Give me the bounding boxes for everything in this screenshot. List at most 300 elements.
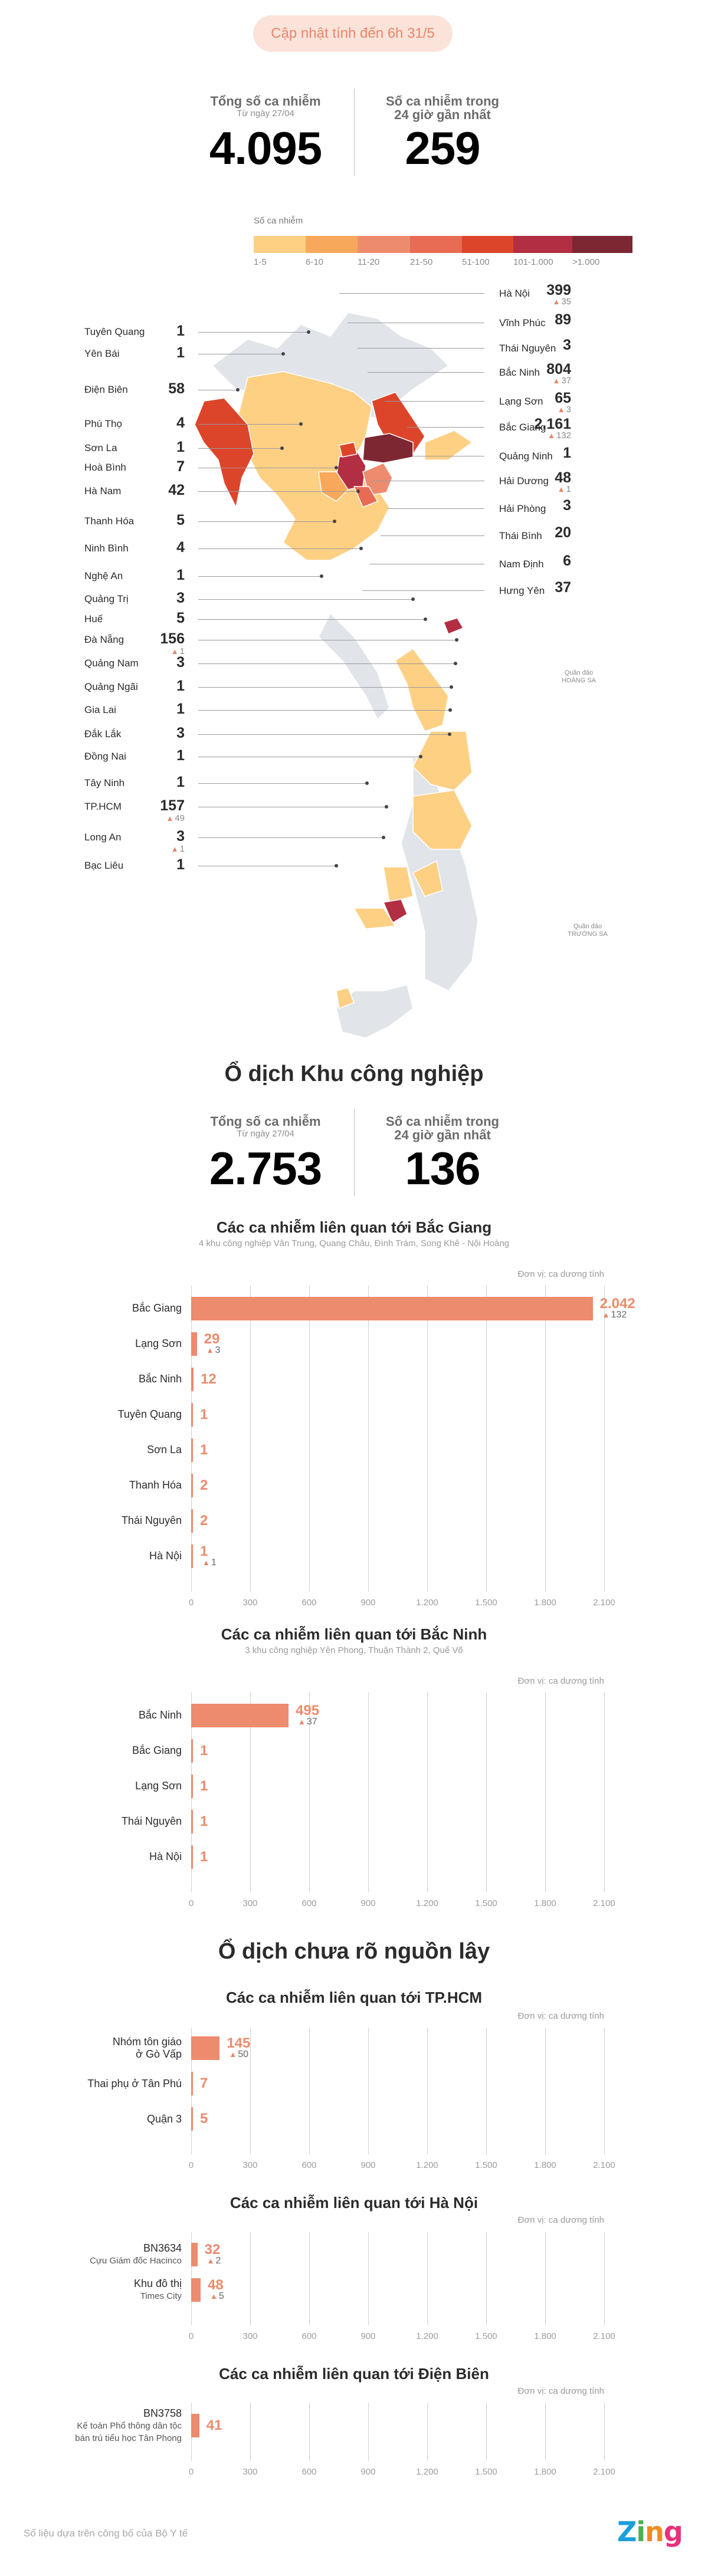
legend-swatch	[254, 236, 306, 253]
map-province-label: Hưng Yên	[499, 585, 545, 596]
map-province-cases: 37	[555, 579, 571, 596]
map-province-cases: 3	[563, 497, 571, 514]
chart-tick-label: 300	[242, 1598, 258, 1608]
ind-last24-value: 136	[405, 1142, 480, 1194]
map-leader-line	[362, 590, 484, 591]
chart-gridline	[486, 2028, 487, 2154]
chart-bar[interactable]	[191, 2107, 193, 2131]
chart-tick-label: 1.800	[534, 2160, 556, 2170]
chart-gridline	[604, 2232, 605, 2325]
chart-gridline	[309, 1286, 310, 1592]
chart-value-label: 2	[200, 1477, 208, 1493]
chart-delta-label: ▲ 2	[206, 2256, 221, 2266]
legend-title: Số ca nhiễm	[254, 216, 303, 226]
map-province-cases: 5	[176, 512, 185, 528]
up-arrow-icon: ▲	[548, 431, 555, 440]
total-cases-value: 4.095	[209, 122, 322, 174]
chart-tick-label: 600	[301, 2331, 317, 2341]
chart-category-label: Hà Nội	[149, 1851, 182, 1862]
chart-delta-label: ▲ 5	[210, 2291, 224, 2301]
map-leader-line	[198, 491, 358, 492]
map-province-cases: 1	[563, 445, 571, 461]
map-province-cases: 42	[168, 482, 185, 498]
chart-bar[interactable]	[191, 1368, 194, 1391]
chart-bar[interactable]	[191, 1297, 593, 1320]
map-leader-line	[198, 619, 425, 620]
chart-category-label: Sơn La	[147, 1444, 182, 1455]
chart-tick-label: 1.200	[416, 2467, 438, 2477]
chart-gridline	[486, 2232, 487, 2325]
svg-text:Quần đảo: Quần đảo	[573, 923, 602, 930]
chart-bar[interactable]	[191, 1509, 193, 1533]
chart-category-label: Bắc Giang	[132, 1744, 182, 1756]
map-leader-line	[368, 372, 484, 373]
map-leader-line	[198, 663, 455, 664]
map-province-delta: ▲ 132	[548, 431, 571, 441]
chart-title: Các ca nhiễm liên quan tới Bắc Ninh	[221, 1625, 487, 1643]
map-province-label: Quảng Nam	[84, 658, 139, 669]
map-leader-line	[339, 293, 484, 294]
map-province-label: Yên Bái	[84, 348, 120, 359]
chart-gridline	[486, 1286, 487, 1592]
map-location-dot	[280, 446, 284, 450]
legend-label: 11-20	[358, 257, 380, 267]
chart-gridline	[250, 2403, 251, 2461]
chart-bar[interactable]	[191, 2243, 198, 2266]
chart-tick-label: 0	[188, 2160, 194, 2170]
legend-swatch	[513, 236, 572, 253]
map-location-dot	[365, 781, 369, 785]
last24-label: Số ca nhiễm trong 24 giờ gần nhất	[386, 94, 499, 122]
map-province-cases: 804	[546, 361, 571, 377]
chart-category-label: Lạng Sơn	[135, 1780, 182, 1792]
map-province-label: Thái Bình	[499, 530, 542, 541]
chart-delta-label: ▲ 37	[298, 1717, 317, 1727]
zing-logo[interactable]: Zing	[617, 2516, 683, 2548]
chart-category-label: Hà Nội	[149, 1550, 182, 1562]
map-province-cases: 1	[176, 678, 185, 694]
up-arrow-icon: ▲	[206, 2256, 215, 2265]
map-leader-line	[198, 548, 361, 549]
up-arrow-icon: ▲	[602, 1310, 610, 1319]
map-province-label: Tuyên Quang	[84, 326, 145, 337]
map-province-cases: 157	[160, 797, 185, 814]
chart-tick-label: 900	[360, 2160, 376, 2170]
chart-value-label: 1	[200, 1778, 208, 1794]
chart-subtitle: 4 khu công nghiệp Vân Trung, Quang Châu, Đình Trám, Song Khê - Nội Hoàng	[198, 1238, 510, 1248]
map-location-dot	[382, 836, 385, 839]
up-arrow-icon: ▲	[210, 2292, 218, 2301]
chart-gridline	[427, 1693, 428, 1892]
map-leader-line	[198, 424, 301, 425]
legend-label: 6-10	[306, 257, 324, 267]
map-location-dot	[419, 755, 422, 758]
map-province-delta: ▲ 37	[552, 376, 571, 386]
chart-gridline	[368, 1693, 369, 1892]
legend-label: 21-50	[410, 257, 433, 267]
chart-tick-label: 300	[242, 2331, 258, 2341]
chart-value-label: 1	[200, 1442, 208, 1458]
map-province-cases: 3	[563, 337, 571, 353]
map-province-label: Gia Lai	[84, 704, 116, 715]
up-arrow-icon: ▲	[557, 405, 565, 414]
chart-gridline	[368, 2403, 369, 2461]
chart-tick-label: 1.200	[416, 1598, 438, 1608]
map-province-label: Hải Phòng	[499, 503, 546, 514]
chart-tick-label: 1.500	[475, 1898, 497, 1908]
map-province-label: Điện Biên	[84, 384, 128, 395]
map-location-dot	[320, 574, 323, 578]
chart-gridline	[427, 1286, 428, 1592]
chart-gridline	[604, 2028, 605, 2154]
up-arrow-icon: ▲	[229, 2050, 237, 2059]
chart-bar[interactable]	[191, 1438, 193, 1462]
map-location-dot	[411, 597, 415, 601]
chart-tick-label: 0	[188, 1898, 194, 1908]
map-province-label: TP.HCM	[84, 801, 122, 812]
chart-gridline	[545, 1693, 546, 1892]
map-location-dot	[356, 489, 360, 493]
map-province-cases: 65	[555, 390, 571, 406]
chart-bar[interactable]	[191, 2036, 219, 2060]
map-province-cases: 6	[563, 553, 571, 569]
chart-category-label: Thanh Hóa	[129, 1479, 182, 1491]
map-province-label: Nam Định	[499, 558, 544, 570]
map-province-cases: 2.161	[534, 416, 571, 432]
total-cases-since: Từ ngày 27/04	[237, 109, 294, 119]
chart-gridline	[368, 1286, 369, 1592]
chart-bar[interactable]	[191, 1403, 193, 1427]
chart-unit-label: Đơn vị: ca dương tính	[517, 2215, 604, 2225]
map-province-cases: 7	[176, 458, 185, 475]
chart-tick-label: 0	[188, 2467, 194, 2477]
chart-tick-label: 600	[301, 1598, 317, 1608]
chart-title: Các ca nhiễm liên quan tới Hà Nội	[230, 2194, 478, 2212]
map-province-label: Thái Nguyên	[499, 343, 556, 354]
chart-gridline	[604, 1286, 605, 1592]
chart-delta-label: ▲ 132	[602, 1310, 627, 1320]
map-province-label: Đà Nẵng	[84, 634, 124, 645]
chart-category-label: Thái Nguyên	[121, 1514, 182, 1526]
chart-delta-label: ▲ 1	[202, 1558, 217, 1568]
map-province-label: Hoà Bình	[84, 462, 126, 473]
map-province-cases: 89	[555, 311, 571, 328]
map-leader-line	[198, 783, 367, 784]
chart-gridline	[545, 2232, 546, 2325]
chart-gridline	[545, 2028, 546, 2154]
map-location-dot	[450, 685, 453, 689]
chart-category-label: Khu đô thị Times City	[133, 2278, 182, 2301]
chart-gridline	[309, 2232, 310, 2325]
chart-category-label: Tuyên Quang	[117, 1408, 182, 1420]
map-province-label: Bắc Ninh	[499, 367, 540, 378]
chart-category-label: BN3758 Kế toán Phổ thông dân tộc bán trú tiểu học Tân Phong	[75, 2407, 182, 2443]
chart-value-label: 32	[204, 2242, 221, 2258]
chart-tick-label: 1.200	[416, 1898, 438, 1908]
unclear-section-title: Ổ dịch chưa rõ nguồn lây	[218, 1939, 490, 1964]
map-province-cases: 5	[176, 610, 185, 626]
chart-bar[interactable]	[191, 1810, 193, 1834]
chart-tick-label: 2.100	[593, 2160, 615, 2170]
chart-tick-label: 600	[301, 1898, 317, 1908]
svg-text:HOÀNG SA: HOÀNG SA	[561, 677, 596, 684]
chart-value-label: 1	[200, 1543, 208, 1559]
map-location-dot	[359, 547, 363, 550]
chart-category-label: Nhóm tôn giáo ở Gò Vấp	[112, 2036, 182, 2060]
chart-tick-label: 900	[360, 2467, 376, 2477]
chart-tick-label: 2.100	[593, 1598, 615, 1608]
chart-bar[interactable]	[191, 2072, 193, 2095]
map-leader-line	[198, 710, 450, 711]
chart-gridline	[604, 1693, 605, 1892]
legend-swatch	[358, 236, 410, 253]
map-province-label: Đắk Lắk	[84, 728, 122, 740]
map-leader-line	[198, 734, 450, 735]
map-province-cases: 1	[176, 439, 185, 455]
chart-gridline	[427, 2403, 428, 2461]
chart-unit-label: Đơn vị: ca dương tính	[517, 2011, 604, 2021]
map-province-label: Huế	[84, 613, 103, 625]
chart-title: Các ca nhiễm liên quan tới Điện Biên	[219, 2365, 489, 2383]
map-leader-line	[198, 332, 309, 333]
map-province-label: Nghệ An	[84, 570, 123, 581]
map-province-cases: 4	[176, 415, 185, 431]
map-province-label: Hải Dương	[499, 475, 549, 487]
chart-gridline	[368, 2028, 369, 2154]
chart-value-label: 1	[200, 1407, 208, 1422]
chart-tick-label: 2.100	[593, 2467, 615, 2477]
industrial-section-title: Ổ dịch Khu công nghiệp	[224, 1062, 484, 1086]
map-leader-line	[198, 576, 322, 577]
chart-title: Các ca nhiễm liên quan tới Bắc Giang	[216, 1218, 492, 1236]
chart-tick-label: 1.200	[416, 2160, 438, 2170]
chart-bar[interactable]	[191, 1845, 193, 1869]
up-arrow-icon: ▲	[166, 814, 174, 823]
up-arrow-icon: ▲	[202, 1558, 210, 1567]
chart-value-label: 7	[200, 2075, 208, 2091]
map-province-label: Quảng Trị	[84, 593, 129, 604]
map-location-dot	[454, 662, 457, 665]
map-location-dot	[335, 466, 338, 469]
update-time-pill	[253, 15, 453, 52]
chart-bar[interactable]	[191, 1474, 193, 1497]
chart-unit-label: Đơn vị: ca dương tính	[517, 1676, 604, 1686]
chart-value-label: 2	[200, 1513, 208, 1529]
chart-tick-label: 1.800	[534, 2467, 556, 2477]
total-cases-label: Tổng số ca nhiễm	[210, 94, 321, 109]
chart-category-label: Bắc Giang	[132, 1302, 182, 1314]
legend-swatch	[572, 236, 632, 253]
map-leader-line	[198, 521, 335, 522]
map-province-label: Hà Nội	[499, 288, 530, 299]
map-province-cases: 20	[555, 524, 571, 541]
map-province-label: Phú Thọ	[84, 418, 122, 429]
chart-gridline	[368, 2232, 369, 2325]
chart-value-label: 12	[201, 1371, 217, 1387]
map-province-label: Sơn La	[84, 442, 117, 454]
up-arrow-icon: ▲	[171, 647, 179, 656]
map-province-cases: 3	[176, 828, 185, 845]
map-location-dot	[385, 805, 388, 809]
chart-value-label: 48	[208, 2277, 224, 2293]
chart-category-label: Bắc Ninh	[138, 1373, 182, 1385]
map-leader-line	[198, 837, 384, 838]
chart-gridline	[604, 2403, 605, 2461]
map-location-dot	[448, 732, 451, 736]
svg-text:TRƯỜNG SA: TRƯỜNG SA	[568, 931, 608, 938]
map-leader-line	[387, 508, 484, 509]
chart-tick-label: 1.500	[475, 2331, 497, 2341]
chart-delta-label: ▲ 50	[229, 2049, 248, 2059]
chart-value-label: 2.042	[599, 1296, 635, 1312]
map-province-delta: ▲ 1	[171, 646, 185, 656]
map-leader-line	[198, 599, 413, 600]
chart-tick-label: 1.800	[534, 1598, 556, 1608]
map-province-label: Bắc Giang	[499, 422, 546, 433]
chart-bar[interactable]	[191, 1775, 193, 1798]
chart-category-label: Lạng Sơn	[135, 1338, 182, 1349]
chart-tick-label: 300	[242, 1898, 258, 1908]
chart-delta-label: ▲ 3	[206, 1345, 221, 1355]
ind-stats-divider	[354, 1109, 355, 1196]
legend-label: 1-5	[254, 257, 267, 267]
ind-total-label: Tổng số ca nhiễm	[210, 1114, 321, 1129]
chart-tick-label: 2.100	[593, 1898, 615, 1908]
chart-bar[interactable]	[191, 2278, 201, 2302]
chart-value-label: 1	[200, 1849, 208, 1865]
ind-last24-label: Số ca nhiễm trong 24 giờ gần nhất	[386, 1114, 499, 1142]
stats-divider	[354, 88, 355, 176]
map-province-cases: 399	[546, 282, 571, 298]
chart-tick-label: 1.800	[534, 1898, 556, 1908]
map-location-dot	[333, 520, 336, 523]
chart-value-label: 1	[200, 1743, 208, 1759]
chart-subtitle: 3 khu công nghiệp Yên Phong, Thuận Thành 2, Quế Võ	[245, 1645, 463, 1655]
map-province-delta: ▲ 49	[166, 813, 185, 823]
chart-category-label: Thái Nguyên	[121, 1815, 182, 1827]
map-province-cases: 1	[176, 774, 185, 790]
map-location-dot	[299, 422, 303, 426]
legend-swatch	[410, 236, 462, 253]
chart-value-label: 1	[200, 1813, 208, 1829]
chart-gridline	[250, 2232, 251, 2325]
ind-total-value: 2.753	[209, 1142, 322, 1194]
map-province-delta: ▲ 35	[552, 297, 571, 307]
chart-category-label: Quận 3	[146, 2112, 182, 2125]
map-province-label: Ninh Bình	[84, 543, 129, 554]
map-leader-line	[407, 427, 484, 428]
update-time-text: Cập nhật tính đến 6h 31/5	[271, 25, 435, 41]
map-leader-line	[198, 448, 282, 449]
map-province-label: Lạng Sơn	[499, 396, 543, 407]
map-leader-line	[198, 687, 451, 688]
chart-gridline	[545, 2403, 546, 2461]
map-province-cases: 1	[176, 701, 185, 717]
ind-total-since: Từ ngày 27/04	[237, 1129, 294, 1139]
chart-tick-label: 1.800	[534, 2331, 556, 2341]
map-province-delta: ▲ 3	[557, 405, 571, 415]
chart-tick-label: 300	[242, 2160, 258, 2170]
map-location-dot	[236, 388, 240, 392]
chart-value-label: 145	[227, 2035, 251, 2051]
chart-value-label: 5	[200, 2111, 208, 2127]
last24-value: 259	[405, 122, 480, 174]
map-province-label: Vĩnh Phúc	[499, 317, 546, 328]
source-note: Số liệu dựa trên công bố của Bộ Y tế	[24, 2528, 188, 2539]
legend-label: 101-1.000	[513, 257, 553, 267]
map-province-cases: 3	[176, 590, 185, 606]
up-arrow-icon: ▲	[298, 1717, 306, 1726]
legend-swatch	[306, 236, 358, 253]
up-arrow-icon: ▲	[557, 485, 565, 494]
up-arrow-icon: ▲	[206, 1346, 214, 1355]
map-leader-line	[358, 348, 484, 349]
map-province-delta: ▲ 1	[171, 844, 185, 854]
map-province-label: Thanh Hóa	[84, 515, 135, 527]
chart-unit-label: Đơn vị: ca dương tính	[517, 1269, 604, 1279]
chart-gridline	[309, 2028, 310, 2154]
chart-bar[interactable]	[191, 2414, 199, 2437]
map-province-cases: 1	[176, 856, 185, 873]
map-province-cases: 1	[176, 344, 185, 361]
up-arrow-icon: ▲	[552, 297, 560, 306]
map-location-dot	[448, 708, 452, 712]
chart-tick-label: 900	[360, 1898, 376, 1908]
island-labels	[562, 669, 608, 938]
map-location-dot	[281, 352, 285, 356]
chart-value-label: 29	[204, 1331, 220, 1347]
chart-gridline	[427, 2232, 428, 2325]
chart-unit-label: Đơn vị: ca dương tính	[517, 2386, 604, 2396]
chart-value-label: 41	[206, 2417, 222, 2433]
chart-category-label: Bắc Ninh	[138, 1709, 182, 1721]
map-province-cases: 3	[176, 725, 185, 741]
map-location-dot	[455, 638, 458, 642]
map-province-label: Bạc Liêu	[84, 860, 124, 871]
map-province-cases: 58	[168, 380, 185, 397]
map-province-cases: 156	[160, 630, 185, 647]
chart-bar[interactable]	[191, 1545, 193, 1568]
chart-tick-label: 2.100	[593, 2331, 615, 2341]
map-location-dot	[424, 617, 427, 621]
map-leader-line	[385, 401, 484, 402]
chart-gridline	[250, 1286, 251, 1592]
chart-tick-label: 900	[360, 2331, 376, 2341]
map-province-delta: ▲ 1	[557, 484, 571, 494]
map-province-label: Đồng Nai	[84, 751, 126, 762]
chart-title: Các ca nhiễm liên quan tới TP.HCM	[225, 1989, 483, 2006]
chart-tick-label: 1.200	[416, 2331, 438, 2341]
map-province-label: Quảng Ngãi	[84, 681, 138, 692]
legend-label: >1.000	[572, 257, 600, 267]
chart-tick-label: 0	[188, 1598, 194, 1608]
map-province-cases: 1	[176, 323, 185, 339]
legend-swatch	[462, 236, 513, 253]
legend-label: 51-100	[462, 257, 490, 267]
chart-gridline	[427, 2028, 428, 2154]
chart-bar[interactable]	[191, 1739, 193, 1763]
chart-value-label: 495	[296, 1703, 320, 1719]
chart-tick-label: 1.500	[475, 1598, 497, 1608]
chart-bar[interactable]	[191, 1332, 197, 1356]
map-province-cases: 48	[555, 469, 571, 486]
map-location-dot	[307, 330, 310, 334]
map-province-cases: 1	[176, 567, 185, 583]
chart-gridline	[545, 1286, 546, 1592]
map-province-label: Quảng Ninh	[499, 451, 553, 462]
chart-bar[interactable]	[191, 1704, 289, 1727]
map-province-label: Long An	[84, 832, 122, 843]
